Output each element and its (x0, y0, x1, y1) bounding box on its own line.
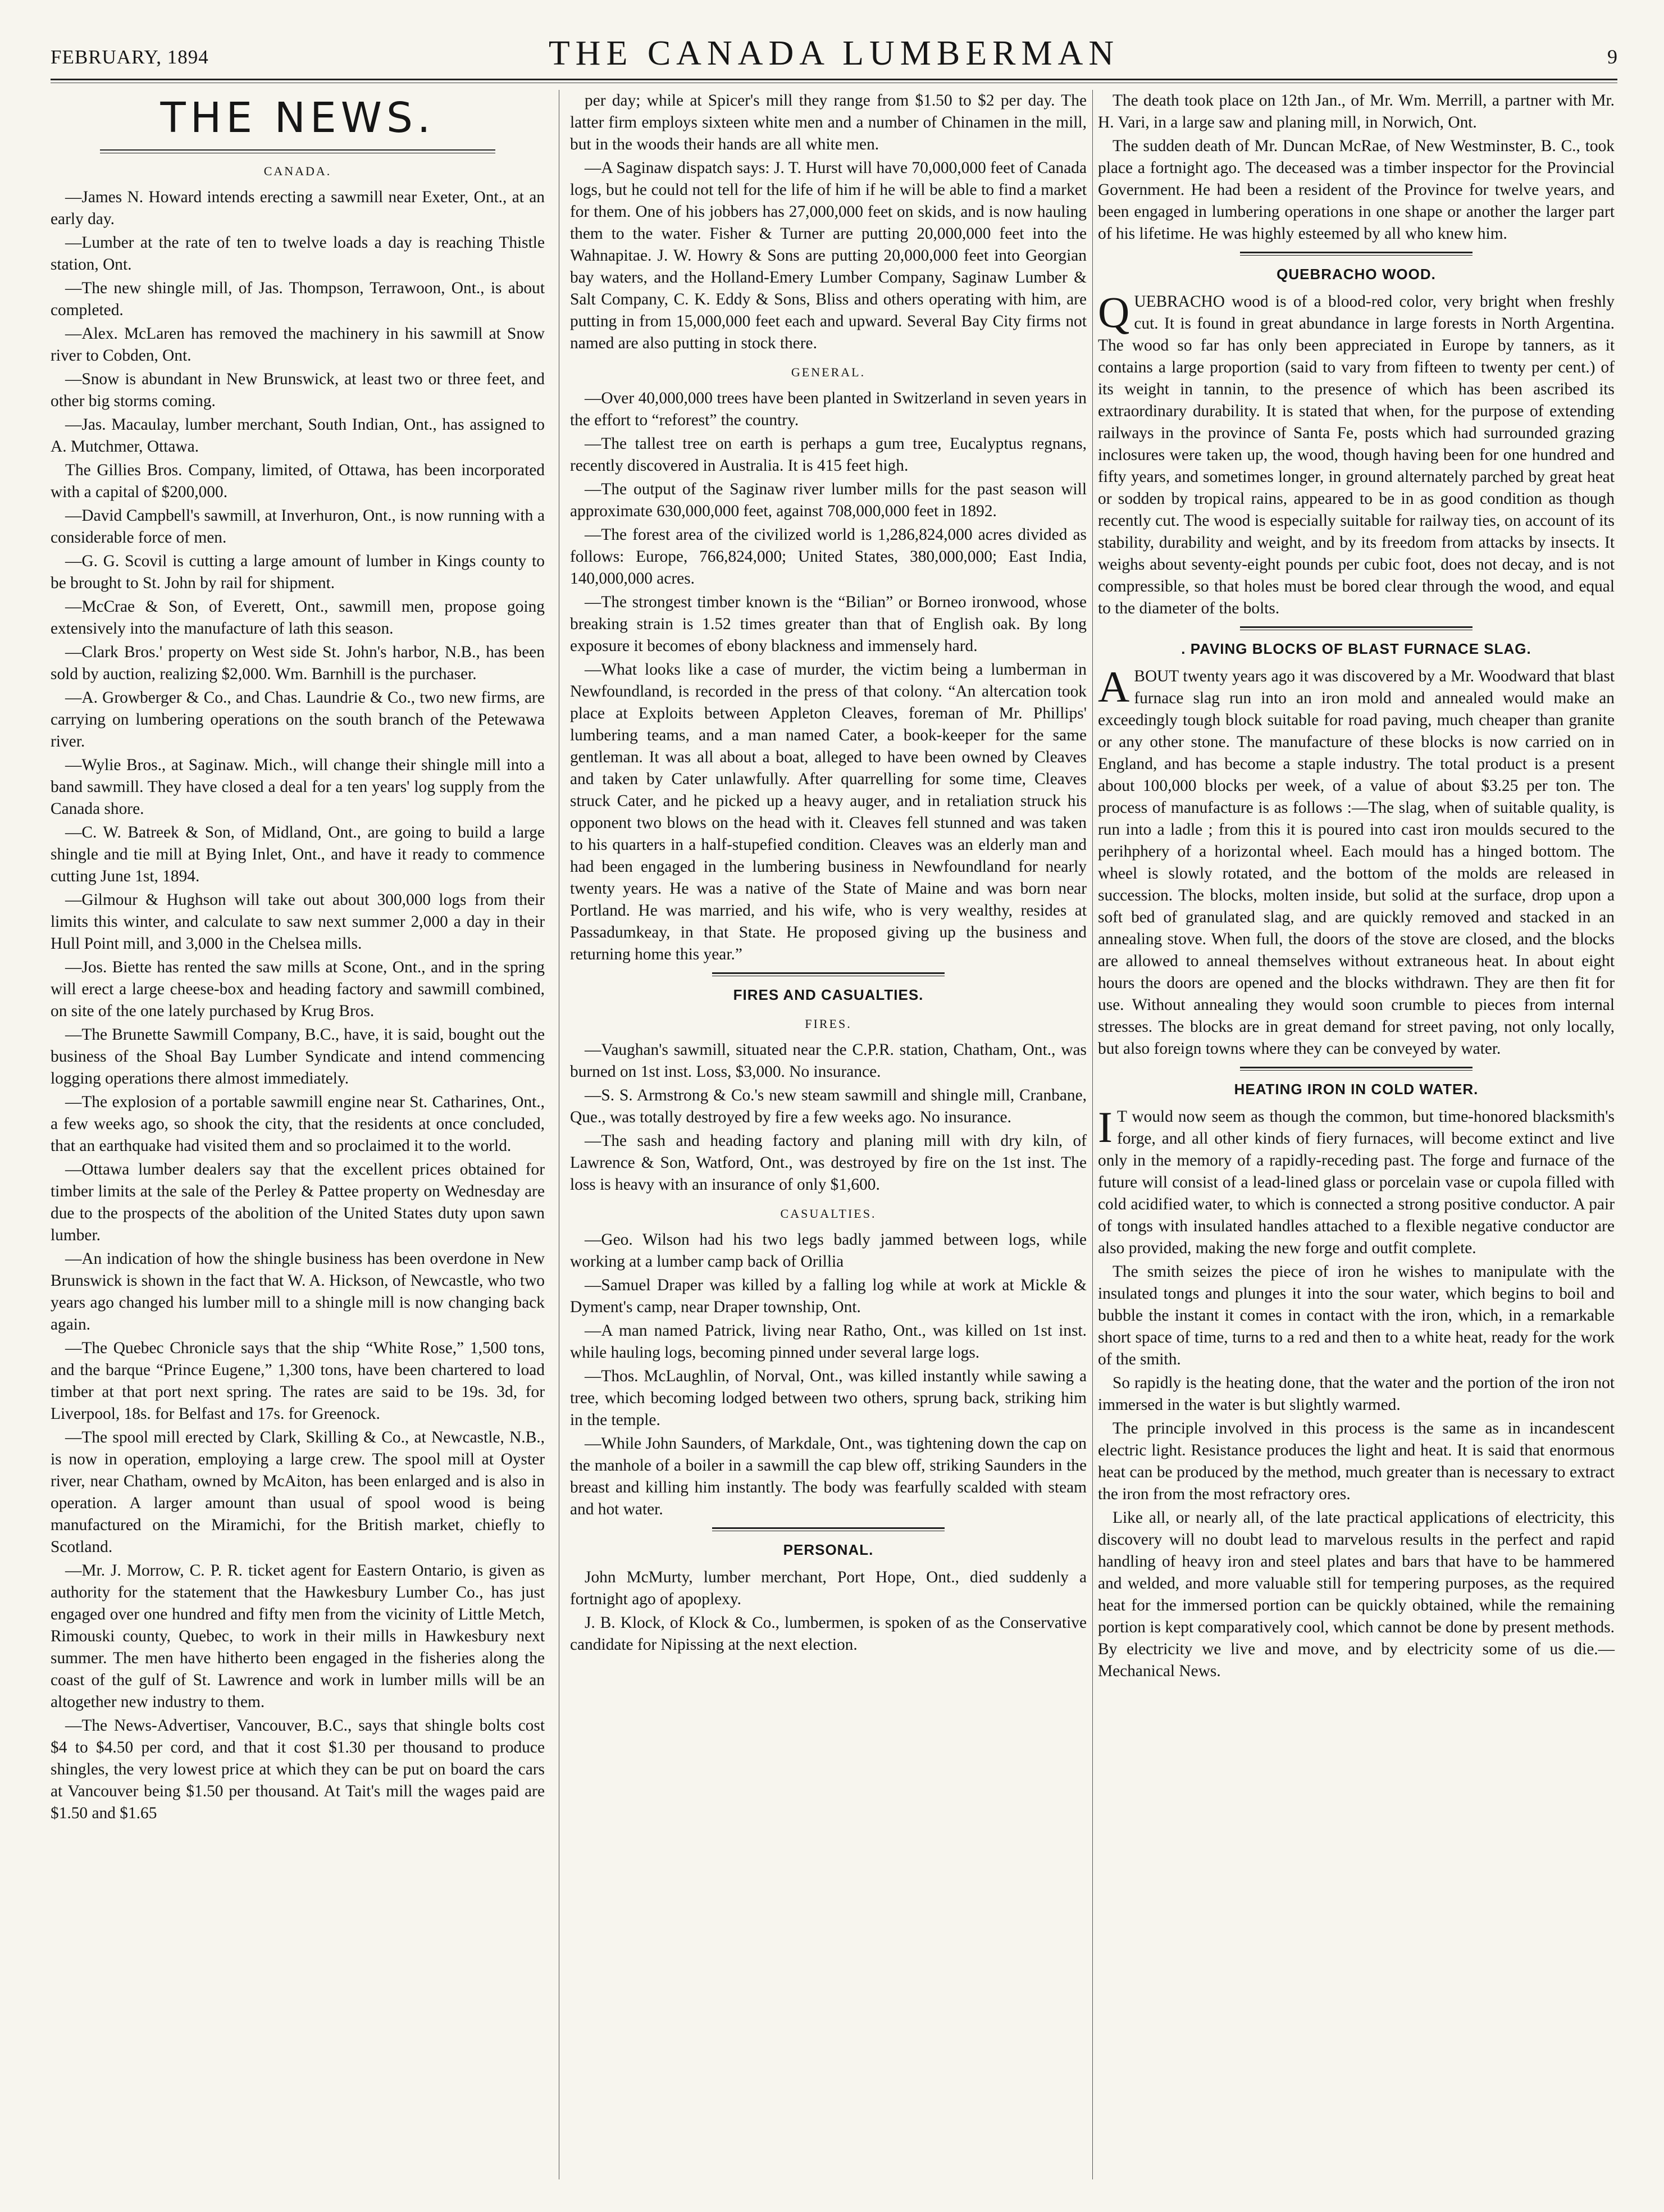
column-1 (51, 90, 545, 1826)
casualties-subhead: CASUALTIES. (780, 1207, 877, 1221)
news-paragraph: —The forest area of the civilized world is 1,286,824,000 acres divided as follows: Europe, 766,824,000; United States, 380,000,000; East India, 140,000,000 acres. (570, 526, 1087, 588)
column-2 (570, 90, 1087, 1658)
news-paragraph: —The Quebec Chronicle says that the ship “White Rose,” 1,500 tons, and the barque “Prince Eugene,” 1,300 tons, have been chartered to load timber at that port next spring. The rates are said to be 19s. 3d, for Liverpool, 18s. for Belfast and 17s. for Greenock. (51, 1339, 545, 1423)
news-paragraph: —Samuel Draper was killed by a falling log while at work at Mickle & Dyment's camp, near Draper township, Ont. (570, 1276, 1087, 1316)
news-paragraph: —A man named Patrick, living near Ratho, Ont., was killed on 1st inst. while hauling logs, becoming pinned under several large logs. (570, 1322, 1087, 1362)
personal-heading: PERSONAL. (783, 1541, 874, 1558)
column-3 (1098, 90, 1615, 1684)
news-paragraph: —The News-Advertiser, Vancouver, B.C., says that shingle bolts cost $4 to $4.50 per cord, and that it cost $1.30 per thousand to produce shingles, the very lowest price at which they can be put on board the cars at Vancouver being $1.50 per thousand. At Tait's mill the wages paid are $1.50 and $1.65 (51, 1717, 545, 1822)
masthead (51, 34, 1617, 73)
drop-cap: Q (1098, 288, 1130, 336)
news-title: THE NEWS. (160, 94, 435, 142)
news-continued (570, 90, 1087, 354)
news-paragraph: —The output of the Saginaw river lumber mills for the past season will approximate 630,000,000 feet, against 708,000,000 feet in 1892. (570, 480, 1087, 520)
news-paragraph: —The explosion of a portable sawmill engine near St. Catharines, Ont., a few weeks ago, so shook the city, that the residents at once concluded, that an earthquake had visited them and so proclaimed it to the world. (51, 1093, 545, 1155)
news-paragraph: So rapidly is the heating done, that the water and the portion of the iron not immersed in the water is but slightly warmed. (1098, 1374, 1615, 1414)
news-paragraph: The death took place on 12th Jan., of Mr. Wm. Merrill, a partner with Mr. H. Vari, in a large saw and planing mill, in Norwich, Ont. (1098, 92, 1615, 131)
news-paragraph: —Lumber at the rate of ten to twelve loads a day is reaching Thistle station, Ont. (51, 234, 545, 274)
section-rule (1240, 1067, 1472, 1071)
news-paragraph: —While John Saunders, of Markdale, Ont., was tightening down the cap on the manhole of a boiler in a sawmill the cap blew off, striking Saunders in the breast and killing him instantly. The body was fearfully scalded with steam and hot water. (570, 1435, 1087, 1518)
news-paragraph: Like all, or nearly all, of the late practical applications of electricity, this discovery will no doubt lead to marvelous results in the perfect and rapid handling of heavy iron and steel plates and bars that have to be hammered and welded, and more valuable still for tempering purposes, as the required heat for the immersed portion can be quickly obtained, while the remaining portion is kept comparatively cool, which cannot be done by present methods. By electricity we live and move, and by electricity some of us die.—Mechanical News. (1098, 1509, 1615, 1680)
news-paragraph: —Clark Bros.' property on West side St. John's harbor, N.B., has been sold by auction, realizing $2,000. Wm. Barnhill is the purchaser. (51, 643, 545, 683)
news-paragraph: —The Brunette Sawmill Company, B.C., have, it is said, bought out the business of the Shoal Bay Lumber Syndicate and intend commencing logging operations there almost immediately. (51, 1026, 545, 1087)
news-paragraph: —McCrae & Son, of Everett, Ont., sawmill men, propose going extensively into the manufacture of lath this season. (51, 598, 545, 638)
paper-title: THE CANADA LUMBERMAN (548, 34, 1120, 72)
news-paragraph: —Geo. Wilson had his two legs badly jammed between logs, while working at a lumber camp back of Orillia (570, 1231, 1087, 1271)
fires-list (570, 1039, 1087, 1196)
news-paragraph: J. B. Klock, of Klock & Co., lumbermen, is spoken of as the Conservative candidate for Nipissing at the next election. (570, 1614, 1087, 1654)
paving-heading: . PAVING BLOCKS OF BLAST FURNACE SLAG. (1181, 640, 1531, 657)
section-rule (1240, 252, 1472, 256)
personal-continued (1098, 90, 1615, 245)
news-paragraph: —Over 40,000,000 trees have been planted in Switzerland in seven years in the effort to “reforest” the country. (570, 389, 1087, 429)
news-paragraph: per day; while at Spicer's mill they range from $1.50 to $2 per day. The latter firm employs sixteen white men and a number of Chinamen in the mill, but in the woods their hands are all white men. (570, 92, 1087, 153)
news-paragraph: —A Saginaw dispatch says: J. T. Hurst will have 70,000,000 feet of Canada logs, but he could not tell for the life of him if he will be able to find a market for them. One of his jobbers has 27,000,000 feet on skids, and is now hauling them to the water. Fisher & Turner are putting 20,000,000 feet into the Wahnapitae. J. W. Howry & Sons are putting 20,000,000 feet into Georgian bay waters, and the Holland-Emery Lumber Company, Saginaw Lumber & Salt Company, C. K. Eddy & Sons, Bliss and others operating with him, are putting in from 15,000,000 feet each and upward. Several Bay City firms not named are also putting in stock there. (570, 159, 1087, 352)
news-paragraph: —The sash and heading factory and planing mill with dry kiln, of Lawrence & Son, Watford, Ont., was destroyed by fire on the 1st inst. The loss is heavy with an insurance of only $1,600. (570, 1132, 1087, 1194)
fires-subhead: FIRES. (805, 1017, 852, 1031)
news-paragraph: —Alex. McLaren has removed the machinery in his sawmill at Snow river to Cobden, Ont. (51, 325, 545, 365)
news-paragraph: —Snow is abundant in New Brunswick, at least two or three feet, and other big storms coming. (51, 370, 545, 410)
news-paragraph: —G. G. Scovil is cutting a large amount of lumber in Kings county to be brought to St. John by rail for shipment. (51, 552, 545, 592)
news-paragraph: The sudden death of Mr. Duncan McRae, of New Westminster, B. C., took place a fortnight ago. The deceased was a timber inspector for the Provincial Government. He had been a resident of the Province for twelve years, and been engaged in lumbering operations in one shape or another the larger part of his lifetime. He was highly esteemed by all who knew him. (1098, 137, 1615, 243)
general-news-list (570, 388, 1087, 966)
heating-heading: HEATING IRON IN COLD WATER. (1234, 1081, 1479, 1098)
fires-heading: FIRES AND CASUALTIES. (733, 986, 924, 1003)
title-rule (100, 149, 495, 153)
news-paragraph: —An indication of how the shingle business has been overdone in New Brunswick is shown in the fact that W. A. Hickson, of Newcastle, who two years ago changed his lumber mill to a shingle mill is now changing back again. (51, 1250, 545, 1333)
section-rule (712, 972, 945, 976)
quebracho-article: QUEBRACHO wood is of a blood-red color, very bright when freshly cut. It is found in great abundance in large forests in North Argentina. The wood so far has only been appreciated in Europe by tanners, as it contains a large proportion (said to vary from fifteen to twenty per cent.) of its weight in tannin, to the presence of which has been ascribed its extraordinary durability. It is stated that when, for the purpose of extending railways in the province of Santa Fe, posts which had surrounded grazing inclosures were taken up, the wood, though having been for one hundred and fifty years, and sometimes longer, in ground alternately parched by great heat or sodden by tropical rains, appeared to be in as good condition as though recently cut. The wood is especially suitable for railway ties, on account of its stability, durability and weight, and by its freedom from attacks by insects. It weighs about seventy-eight pounds per cubic foot, does not decay, and is not compressible, so that holes must be bored clear through the wood, and equal to the diameter of the bolts. (1098, 288, 1615, 617)
page-number: 9 (1607, 45, 1617, 68)
news-paragraph: The principle involved in this process is the same as in incandescent electric light. Resistance produces the light and heat. It is said that enormous heat can be produced by the method, much greater than is necessary to extract the iron from the most refractory ores. (1098, 1419, 1615, 1503)
news-paragraph: —The tallest tree on earth is perhaps a gum tree, Eucalyptus regnans, recently discovered in Australia. It is 415 feet high. (570, 435, 1087, 475)
news-paragraph: The smith seizes the piece of iron he wishes to manipulate with the insulated tongs and plunges it into the sour water, which begins to boil and bubble the instant it comes in contact with the iron, which, in a remarkable short space of time, turns to a red and then to a white heat, ready for the work of the smith. (1098, 1263, 1615, 1368)
news-paragraph: —Mr. J. Morrow, C. P. R. ticket agent for Eastern Ontario, is given as authority for the statement that the Hawkesbury Lumber Co., has just engaged over one hundred and fifty men from the vicinity of Little Metch, Rimouski county, Quebec, to work in their mills in Hawkesbury next summer. The men have hitherto been engaged in the fisheries along the coast of the gulf of St. Lawrence and work in lumber mills will be an altogether new industry to them. (51, 1562, 545, 1711)
news-paragraph: —The strongest timber known is the “Bilian” or Borneo ironwood, whose breaking strain is 1.52 times greater than that of English oak. By long exposure it becomes of ebony blackness and immensely hard. (570, 593, 1087, 655)
canada-subhead: CANADA. (263, 164, 332, 178)
news-paragraph: John McMurty, lumber merchant, Port Hope, Ont., died suddenly a fortnight ago of apoplexy. (570, 1568, 1087, 1608)
news-paragraph: —The new shingle mill, of Jas. Thompson, Terrawoon, Ont., is about completed. (51, 279, 545, 319)
column-divider (1092, 90, 1093, 2179)
issue-date: FEBRUARY, 1894 (51, 46, 209, 68)
heating-article: I T would now seem as though the common, but time-honored blacksmith's forge, and all other kinds of fiery furnaces, will become extinct and live only in the memory of a rapidly-receding past. The forge and furnace of the future will consist of a lead-lined glass or porcelain vase or cupola filled with cold acidified water, to which is connected a strong positive conductor. A pair of tongs with insulated handles attached to a flexible negative conductor are also provided, making the new forge and outfit complete. (1098, 1103, 1615, 1257)
news-paragraph: —Vaughan's sawmill, situated near the C.P.R. station, Chatham, Ont., was burned on 1st inst. Loss, $3,000. No insurance. (570, 1041, 1087, 1081)
drop-cap: I (1098, 1103, 1113, 1151)
news-paragraph: —James N. Howard intends erecting a sawmill near Exeter, Ont., at an early day. (51, 188, 545, 228)
news-paragraph: —C. W. Batreek & Son, of Midland, Ont., are going to build a large shingle and tie mill at Bying Inlet, Ont., and have it ready to commence cutting June 1st, 1894. (51, 823, 545, 885)
news-paragraph: —Thos. McLaughlin, of Norval, Ont., was killed instantly while sawing a tree, which becoming lodged between two others, sprung back, striking him in the temple. (570, 1367, 1087, 1429)
news-paragraph: —S. S. Armstrong & Co.'s new steam sawmill and shingle mill, Cranbane, Que., was totally destroyed by fire a few weeks ago. No insurance. (570, 1086, 1087, 1126)
general-subhead: GENERAL. (791, 365, 866, 379)
news-paragraph: —The spool mill erected by Clark, Skilling & Co., at Newcastle, N.B., is now in operation, employing a large crew. The spool mill at Oyster river, near Chatham, owned by McAiton, has been enlarged and is also in operation. A larger amount than usual of spool wood is being manufactured on the Miramichi, for the British market, chiefly to Scotland. (51, 1428, 545, 1556)
news-paragraph: —Wylie Bros., at Saginaw. Mich., will change their shingle mill into a band sawmill. They have closed a deal for a ten years' log supply from the Canada shore. (51, 756, 545, 818)
drop-cap: A (1098, 662, 1130, 711)
section-rule (712, 1527, 945, 1531)
news-paragraph: —Jos. Biette has rented the saw mills at Scone, Ont., and in the spring will erect a large cheese-box and heading factory and sawmill combined, on site of the one lately purchased by Krug Bros. (51, 958, 545, 1020)
heating-paragraphs (1098, 1261, 1615, 1682)
personal-list (570, 1567, 1087, 1656)
canada-news-list (51, 186, 545, 1824)
news-paragraph: —Ottawa lumber dealers say that the excellent prices obtained for timber limits at the sale of the Perley & Pattee property on Wednesday are due to the prospects of the abolition of the United States duty upon sawn lumber. (51, 1160, 545, 1244)
masthead-rule (51, 79, 1617, 80)
quebracho-heading: QUEBRACHO WOOD. (1277, 266, 1436, 283)
news-paragraph: The Gillies Bros. Company, limited, of Ottawa, has been incorporated with a capital of $200,000. (51, 461, 545, 501)
news-paragraph: —Jas. Macaulay, lumber merchant, South Indian, Ont., has assigned to A. Mutchmer, Ottawa. (51, 416, 545, 456)
news-paragraph: —What looks like a case of murder, the victim being a lumberman in Newfoundland, is recorded in the press of that colony. “An altercation took place at Exploits between Appleton Cleaves, foreman of Mr. Phillips' lumbering teams, and a man named Cater, a book-keeper for the same gentleman. It was all about a boat, alleged to have been owned by Cleaves and taken by Cater unlawfully. After quarrelling for some time, Cleaves struck Cater, and he picked up a heavy auger, and in retaliation struck his opponent two blows on the head with it. Cleaves fell stunned and was taken to his quarters in a half-stupefied condition. Cleaves was an elderly man and had been engaged in the lumbering business in Newfoundland for nearly twenty years. He was a native of the State of Maine and was born near Portland. He was married, and his wife, who is very wealthy, resides at Passadumkeay, in that State. He proposed giving up the business and returning home this year.” (570, 661, 1087, 963)
news-paragraph: —Gilmour & Hughson will take out about 300,000 logs from their limits this winter, and calculate to saw next summer 2,000 a day in their Hull Point mill, and 3,000 in the Chelsea mills. (51, 891, 545, 953)
section-rule (1240, 626, 1472, 630)
news-paragraph: —David Campbell's sawmill, at Inverhuron, Ont., is now running with a considerable force of men. (51, 507, 545, 547)
casualties-list (570, 1229, 1087, 1521)
paving-article: ABOUT twenty years ago it was discovered by a Mr. Woodward that blast furnace slag run into an iron mold and annealed would make an exceedingly tough block suitable for road paving, much cheaper than granite or any other stone. The manufacture of these blocks is now carried on in England, and has become a staple industry. The total product is a present about 100,000 blocks per week, of a value of about $3.25 per ton. The process of manufacture is as follows :—The slag, when of suitable quality, is run into a ladle ; from this it is poured into cast iron moulds secured to the perihphery of a horizontal wheel. Each mould has a hinged bottom. The wheel is slowly rotated, and the bottom of the molds are released in succession. The blocks, molten inside, but solid at the surface, drop upon a soft bed of granulated slag, and are quickly removed and stacked in an annealing stove. When full, the doors of the stove are closed, and the blocks are allowed to anneal themselves without extraneous heat. In about eight hours the doors are opened and the blocks withdrawn. They are then fit for use. Without annealing they would soon crumble to pieces from internal stresses. The blocks are in great demand for street paving, not only locally, but also foreign towns where they can be conveyed by water. (1098, 662, 1615, 1058)
news-paragraph: —A. Growberger & Co., and Chas. Laundrie & Co., two new firms, are carrying on lumbering operations on the south branch of the Petewawa river. (51, 689, 545, 750)
